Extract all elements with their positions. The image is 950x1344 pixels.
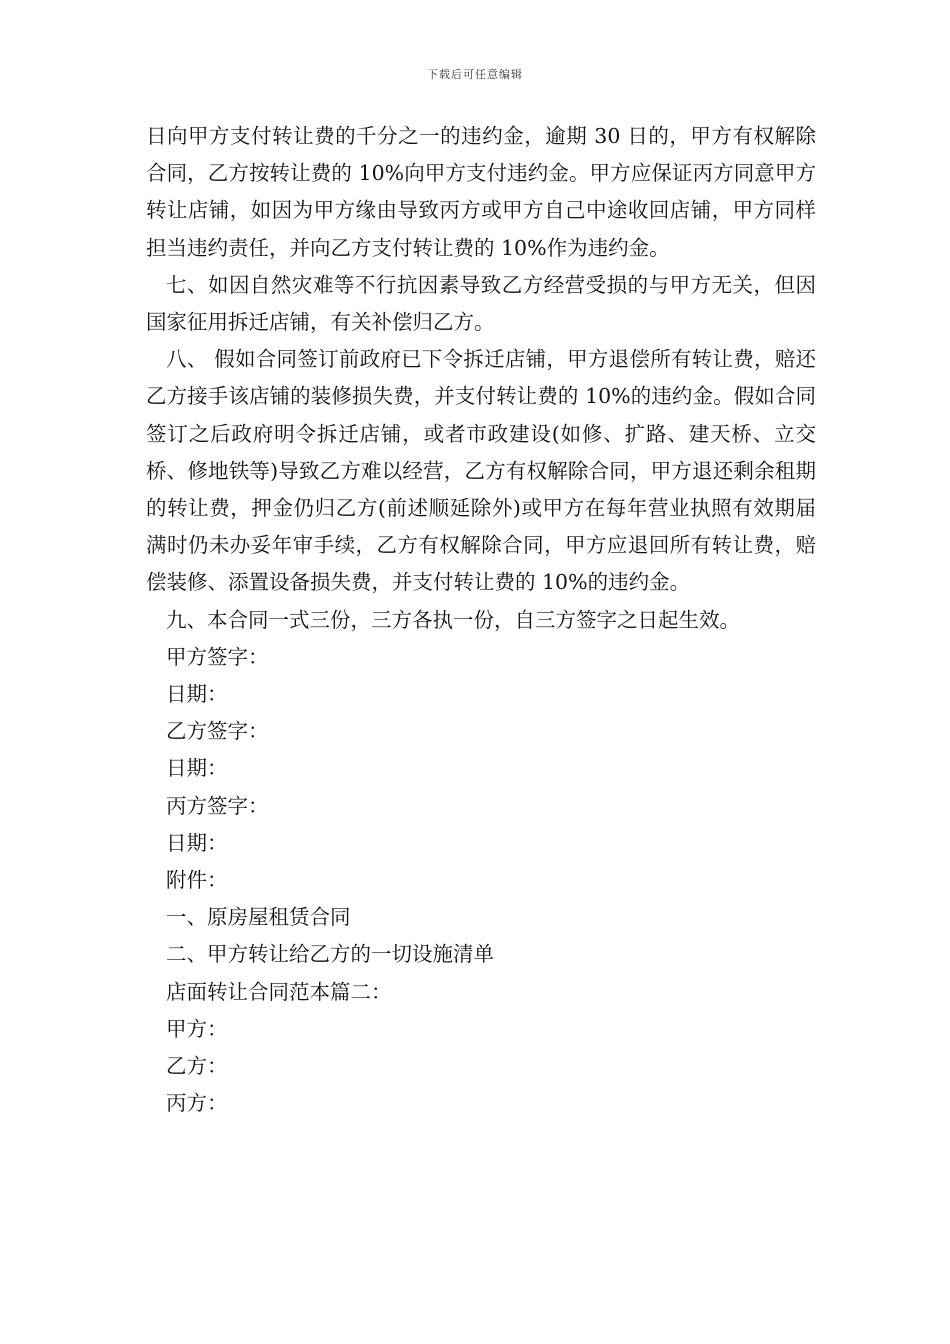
party-c-label: 丙方： (166, 1091, 228, 1116)
attachments-label: 附件： (166, 868, 228, 893)
page-header: 下载后可任意编辑 (427, 68, 523, 81)
party-a-date-label: 日期： (166, 682, 228, 707)
section-heading-template-two: 店面转让合同范本篇二： (166, 979, 392, 1004)
party-c-date-label: 日期： (166, 830, 228, 855)
attachment-item-1: 一、原房屋租赁合同 (166, 905, 351, 930)
party-a-signature-label: 甲方签字： (166, 644, 269, 669)
paragraph-clause-nine: 九、本合同一式三份，三方各执一份，自三方签字之日起生效。 (166, 607, 740, 632)
paragraph-breach-penalty: 日向甲方支付转让费的千分之一的违约金，逾期 30 日的，甲方有权解除合同，乙方按转让费的 10%向甲方支付违约金。甲方应保证丙方同意甲方转让店铺，如因为甲方缘由导致丙方或甲方自己中途收回店铺，甲方同样担当违约责任，并向乙方支付转让费的 10%作为违约金。 (146, 124, 816, 260)
paragraph-clause-eight: 八、 假如合同签订前政府已下令拆迁店铺，甲方退偿所有转让费，赔还乙方接手该店铺的装修损失费，并支付转让费的 10%的违约金。假如合同签订之后政府明令拆迁店铺，或者市政建设(如修、扩路、建天桥、立交桥、修地铁等)导致乙方难以经营，乙方有权解除合同，甲方退还剩余租期的转让费，押金仍归乙方(前述顺延除外)或甲方在每年营业执照有效期届满时仍未办妥年审手续，乙方有权解除合同，甲方应退回所有转让费，赔偿装修、添置设备损失费，并支付转让费的 10%的违约金。 (146, 347, 816, 595)
party-b-signature-label: 乙方签字： (166, 719, 269, 744)
party-c-signature-label: 丙方签字： (166, 793, 269, 818)
paragraph-clause-seven: 七、如因自然灾难等不行抗因素导致乙方经营受损的与甲方无关，但因国家征用拆迁店铺，有关补偿归乙方。 (146, 272, 816, 335)
attachment-item-2: 二、甲方转让给乙方的一切设施清单 (166, 942, 494, 967)
party-b-date-label: 日期： (166, 756, 228, 781)
document-body (146, 118, 816, 1122)
party-b-label: 乙方： (166, 1054, 228, 1079)
party-a-label: 甲方： (166, 1016, 228, 1041)
